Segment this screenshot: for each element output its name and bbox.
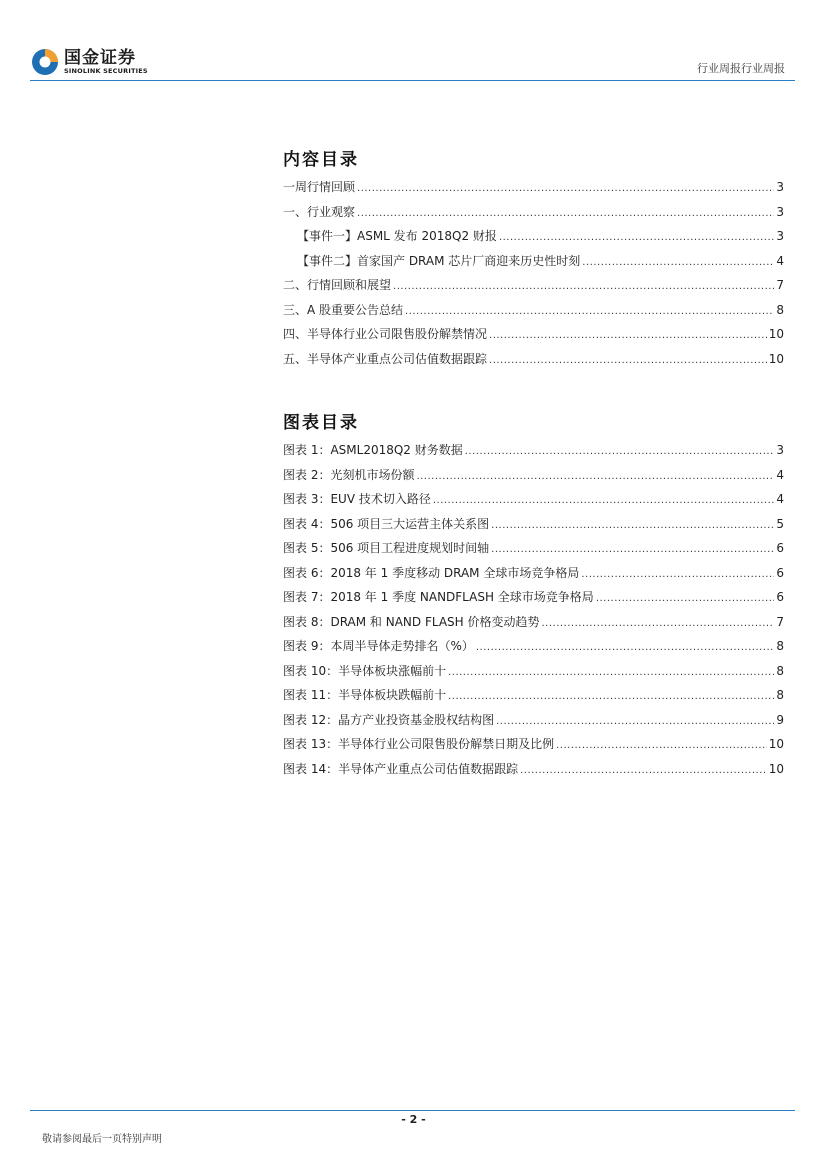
leader-dots — [357, 183, 774, 194]
figure-entry[interactable] — [283, 686, 784, 711]
page-number: - 2 - — [401, 1113, 426, 1126]
figure-entry-label: 图表 5：506 项目工程进度规划时间轴 — [283, 541, 490, 555]
leader-dots — [582, 257, 774, 268]
figure-entry-page: 5 — [776, 516, 784, 531]
figure-entry[interactable] — [283, 539, 784, 564]
leader-dots — [448, 691, 774, 702]
figure-entry[interactable] — [283, 588, 784, 613]
toc-entry-label: 【事件二】首家国产 DRAM 芯片厂商迎来历史性时刻 — [297, 253, 581, 268]
figure-entry[interactable] — [283, 711, 784, 736]
toc-entry-label: 三、A 股重要公告总结 — [283, 302, 404, 317]
toc-entry-page: 10 — [768, 351, 784, 366]
contents-toc — [283, 145, 784, 374]
leader-dots — [476, 642, 775, 653]
toc-entry-page: 8 — [776, 302, 784, 317]
leader-dots — [491, 520, 774, 531]
leader-dots — [465, 446, 775, 457]
figure-entry-label: 图表 7：2018 年 1 季度 NANDFLASH 全球市场竞争格局 — [283, 590, 594, 604]
figure-entry[interactable] — [283, 466, 784, 491]
toc-entry[interactable] — [283, 178, 784, 203]
leader-dots — [393, 281, 774, 292]
leader-dots — [416, 471, 774, 482]
figure-entry[interactable] — [283, 637, 784, 662]
figure-entry-label: 图表 12：晶方产业投资基金股权结构图 — [283, 712, 495, 727]
figure-entry-label: 图表 1：ASML2018Q2 财务数据 — [283, 443, 463, 457]
leader-dots — [499, 232, 774, 243]
figure-entry-page: 4 — [776, 492, 784, 506]
header-divider — [30, 80, 795, 81]
figure-entry-page: 6 — [776, 565, 784, 580]
figure-entry[interactable] — [283, 490, 784, 515]
leader-dots — [541, 618, 774, 629]
toc-entry[interactable] — [283, 350, 784, 375]
figure-entry[interactable] — [283, 515, 784, 540]
leader-dots — [489, 355, 767, 366]
company-logo — [30, 47, 148, 77]
figure-entry-label: 图表 13：半导体行业公司限售股份解禁日期及比例 — [283, 737, 555, 751]
figure-entry-page: 8 — [776, 663, 784, 678]
contents-title: 内容目录 — [283, 150, 359, 170]
toc-entry[interactable] — [283, 227, 784, 252]
figure-entry-label: 图表 11：半导体板块跌幅前十 — [283, 688, 447, 702]
figure-entry-page: 4 — [776, 467, 784, 482]
figure-entry-label: 图表 9：本周半导体走势排名（%） — [283, 639, 474, 653]
toc-entry-page: 7 — [776, 278, 784, 292]
leader-dots — [448, 667, 774, 678]
toc-entry-label: 四、半导体行业公司限售股份解禁情况 — [283, 327, 488, 341]
figure-entry[interactable] — [283, 613, 784, 638]
figure-entry-page: 6 — [776, 541, 784, 555]
report-type: 行业周报行业周报 — [697, 62, 785, 75]
leader-dots — [433, 495, 775, 506]
sinolink-logo-icon — [30, 47, 60, 77]
figure-entry-page: 10 — [768, 737, 784, 751]
figure-entry-label: 图表 14：半导体产业重点公司估值数据跟踪 — [283, 761, 519, 776]
toc-entry-label: 一、行业观察 — [283, 204, 356, 219]
logo-cn-text: 国金证券 — [64, 47, 136, 68]
figures-title: 图表目录 — [283, 413, 359, 433]
figure-entry-label: 图表 2：光刻机市场份额 — [283, 467, 415, 482]
toc-entry[interactable] — [283, 203, 784, 228]
leader-dots — [405, 306, 774, 317]
figure-entry-label: 图表 8：DRAM 和 NAND FLASH 价格变动趋势 — [283, 614, 540, 629]
leader-dots — [491, 544, 774, 555]
figure-entry-page: 9 — [776, 712, 784, 727]
toc-entry[interactable] — [283, 276, 784, 301]
leader-dots — [556, 740, 767, 751]
toc-entry[interactable] — [283, 252, 784, 277]
figure-entry-label: 图表 4：506 项目三大运营主体关系图 — [283, 516, 490, 531]
toc-entry-label: 五、半导体产业重点公司估值数据跟踪 — [283, 351, 488, 366]
figure-entry-page: 6 — [776, 590, 784, 604]
toc-entry-page: 10 — [768, 327, 784, 341]
toc-entry-label: 二、行情回顾和展望 — [283, 278, 392, 292]
disclaimer: 敬请参阅最后一页特别声明 — [42, 1134, 162, 1145]
figure-entry-label: 图表 3：EUV 技术切入路径 — [283, 492, 431, 506]
figure-entry-label: 图表 6：2018 年 1 季度移动 DRAM 全球市场竞争格局 — [283, 565, 580, 580]
figure-entry[interactable] — [283, 735, 784, 760]
leader-dots — [596, 593, 775, 604]
toc-entry-page: 3 — [776, 229, 784, 243]
figure-entry[interactable] — [283, 662, 784, 687]
toc-entry[interactable] — [283, 301, 784, 326]
leader-dots — [581, 569, 774, 580]
figure-entry-page: 10 — [768, 761, 784, 776]
leader-dots — [496, 716, 774, 727]
toc-entry-page: 4 — [776, 253, 784, 268]
leader-dots — [489, 330, 767, 341]
page-header — [30, 40, 795, 80]
leader-dots — [357, 208, 774, 219]
leader-dots — [520, 765, 767, 776]
figure-entry[interactable] — [283, 564, 784, 589]
figure-entry-page: 3 — [776, 443, 784, 457]
footer-divider — [30, 1110, 795, 1111]
toc-entry-page: 3 — [776, 180, 784, 194]
figure-entry-label: 图表 10：半导体板块涨幅前十 — [283, 663, 447, 678]
figures-toc — [283, 408, 784, 784]
figure-entry[interactable] — [283, 441, 784, 466]
toc-entry[interactable] — [283, 325, 784, 350]
logo-en-text: SINOLINK SECURITIES — [64, 66, 148, 75]
figure-entry-page: 7 — [776, 614, 784, 629]
figure-entry-page: 8 — [776, 639, 784, 653]
figure-entry[interactable] — [283, 760, 784, 785]
toc-entry-label: 一周行情回顾 — [283, 180, 356, 194]
toc-entry-page: 3 — [776, 204, 784, 219]
figure-entry-page: 8 — [776, 688, 784, 702]
toc-entry-label: 【事件一】ASML 发布 2018Q2 财报 — [297, 229, 497, 243]
